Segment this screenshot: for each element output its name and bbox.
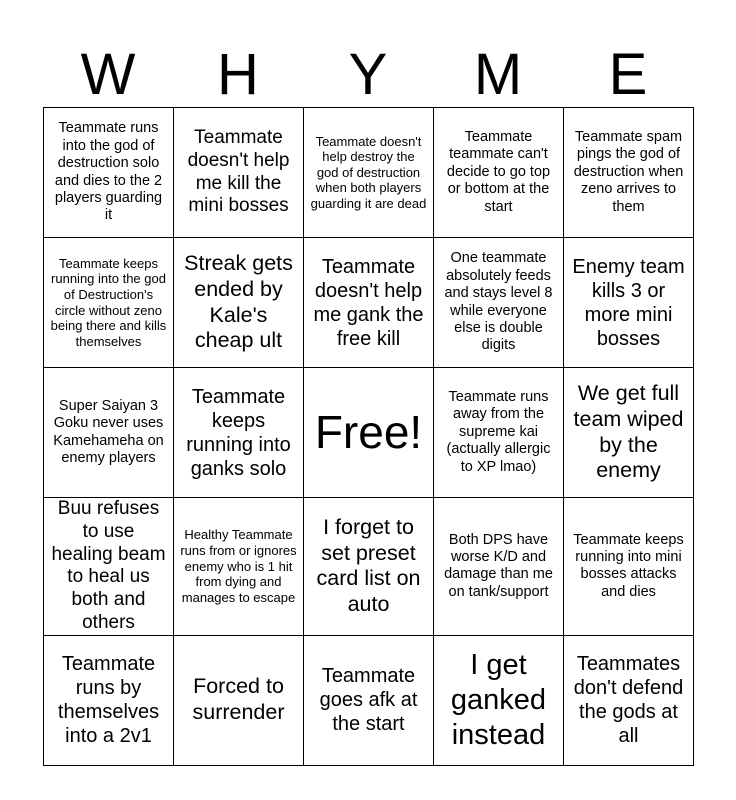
bingo-cell[interactable]: Forced to surrender [174, 635, 304, 765]
bingo-cell[interactable]: Teammate keeps running into mini bosses attacks and dies [564, 498, 694, 636]
free-cell[interactable]: Free! [304, 368, 434, 498]
bingo-cell[interactable]: I forget to set preset card list on auto [304, 498, 434, 636]
bingo-cell[interactable]: Healthy Teammate runs from or ignores enemy who is 1 hit from dying and manages to escape [174, 498, 304, 636]
bingo-cell[interactable]: Streak gets ended by Kale's cheap ult [174, 238, 304, 368]
bingo-cell[interactable]: Teammate doesn't help destroy the god of destruction when both players guarding it are dead [304, 108, 434, 238]
bingo-cell[interactable]: Teammate keeps running into the god of Destruction's circle without zeno being there and kills themselves [44, 238, 174, 368]
bingo-cell[interactable]: Buu refuses to use healing beam to heal us both and others [44, 498, 174, 636]
header-letter-y: Y [348, 42, 388, 107]
header-letter-e: E [608, 42, 648, 107]
grid-row [44, 498, 694, 636]
bingo-cell[interactable]: Teammate runs by themselves into a 2v1 [44, 635, 174, 765]
grid-row [44, 238, 694, 368]
header-letter-w: W [80, 42, 136, 107]
bingo-cell[interactable]: Teammate teammate can't decide to go top or bottom at the start [434, 108, 564, 238]
bingo-cell[interactable]: Enemy team kills 3 or more mini bosses [564, 238, 694, 368]
header-letter-h: H [217, 42, 259, 107]
bingo-cell[interactable]: Teammates don't defend the gods at all [564, 635, 694, 765]
bingo-cell[interactable]: We get full team wiped by the enemy [564, 368, 694, 498]
bingo-cell[interactable]: Teammate runs into the god of destruction solo and dies to the 2 players guarding it [44, 108, 174, 238]
bingo-cell[interactable]: Teammate doesn't help me kill the mini bosses [174, 108, 304, 238]
bingo-cell[interactable]: One teammate absolutely feeds and stays level 8 while everyone else is double digits [434, 238, 564, 368]
bingo-cell[interactable]: Both DPS have worse K/D and damage than me on tank/support [434, 498, 564, 636]
bingo-cell[interactable]: I get ganked instead [434, 635, 564, 765]
bingo-cell[interactable]: Super Saiyan 3 Goku never uses Kamehameha on enemy players [44, 368, 174, 498]
bingo-cell[interactable]: Teammate goes afk at the start [304, 635, 434, 765]
bingo-cell[interactable]: Teammate runs away from the supreme kai (actually allergic to XP lmao) [434, 368, 564, 498]
bingo-cell[interactable]: Teammate keeps running into ganks solo [174, 368, 304, 498]
grid-row [44, 368, 694, 498]
bingo-cell[interactable]: Teammate spam pings the god of destruction when zeno arrives to them [564, 108, 694, 238]
bingo-cell[interactable]: Teammate doesn't help me gank the free kill [304, 238, 434, 368]
bingo-header [43, 44, 693, 106]
header-letter-m: M [473, 42, 523, 107]
bingo-grid [43, 107, 694, 766]
grid-row [44, 108, 694, 238]
grid-row [44, 635, 694, 765]
